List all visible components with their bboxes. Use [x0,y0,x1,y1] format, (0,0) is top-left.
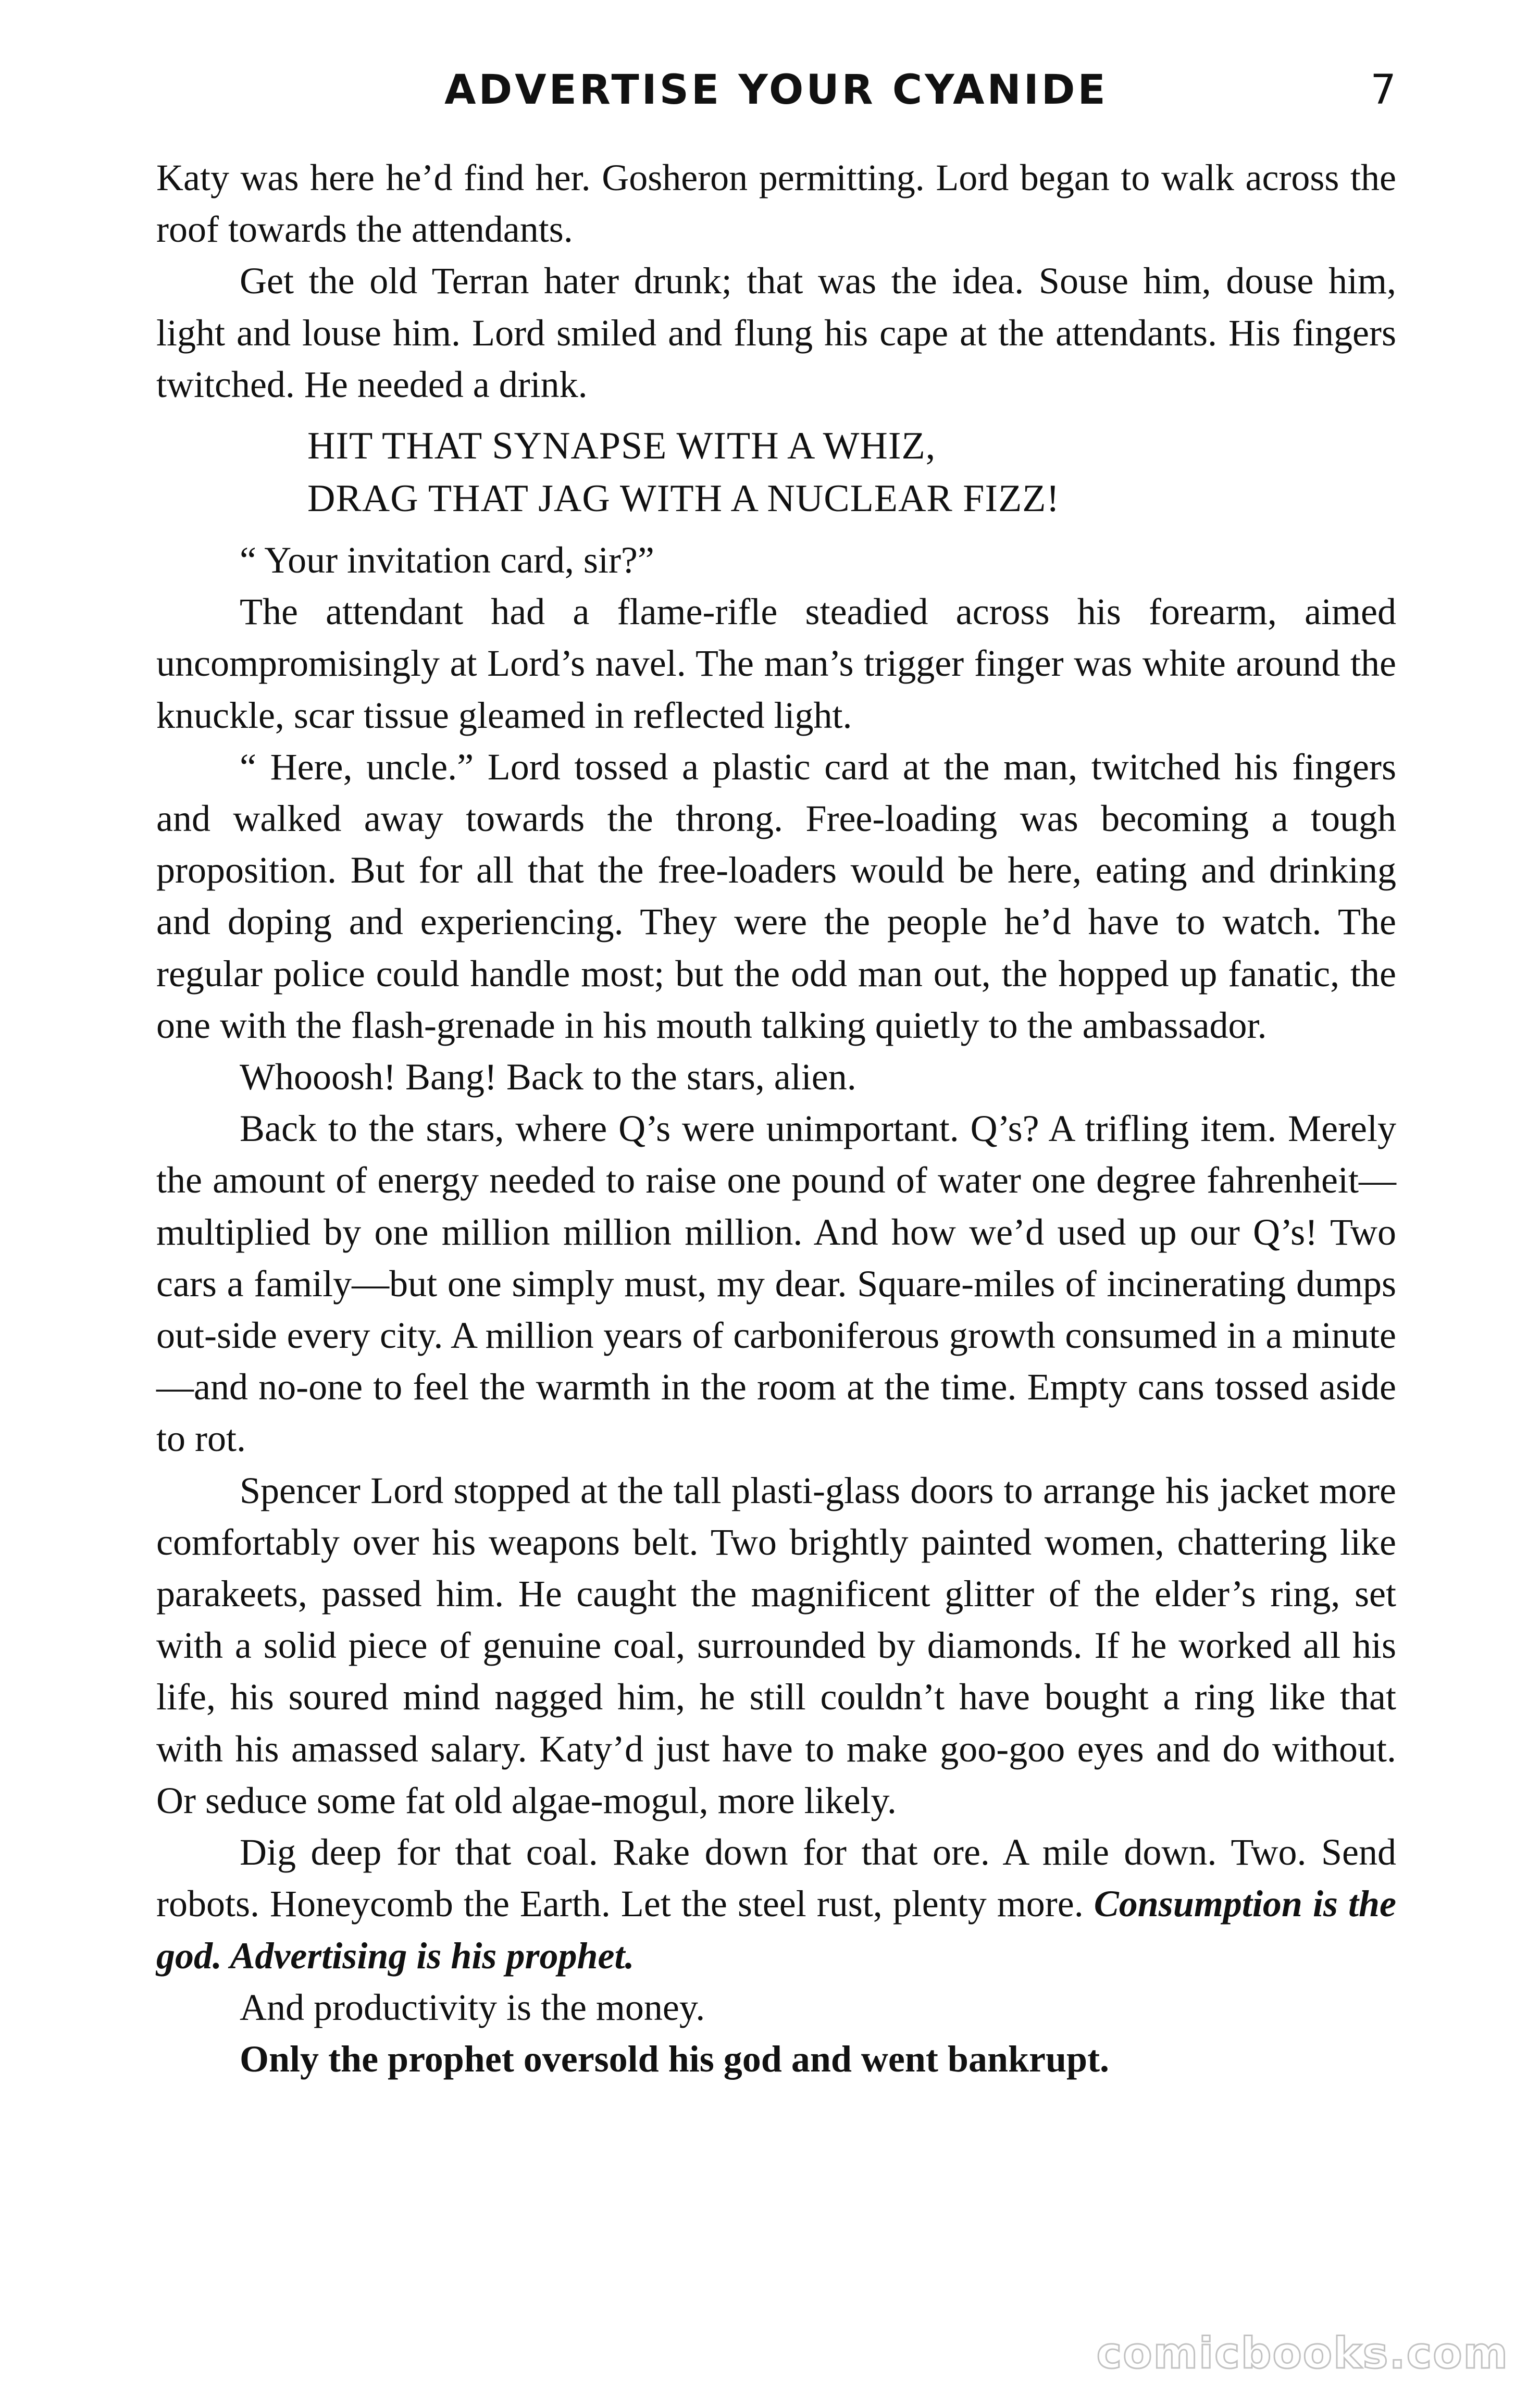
paragraph-9-text: Dig deep for that coal. Rake down for that ore. A mile down. Two. Send robots. Honeycomb the Earth. Let the steel rust, plenty more. [156,1831,1396,1925]
paragraph-4: The attendant had a flame-rifle steadied across his forearm, aimed uncompromisingly at Lord’s navel. The man’s trigger finger was white around the knuckle, scar tissue gleamed in reflected light. [156,591,1396,736]
paragraph-7: Back to the stars, where Q’s were unimportant. Q’s? A trifling item. Merely the amount of energy needed to raise one pound of water one degree fahrenheit—multiplied by one million million million. And how we’d used up our Q’s! Two cars a family—but one simply must, my dear. Square-miles of incinerating dumps out-side every city. A million years of carboniferous growth consumed in a minute—and no-one to feel the warmth in the room at the time. Empty cans tossed aside to rot. [156,1108,1396,1460]
paragraph-3: “ Your invitation card, sir?” [240,539,654,581]
book-page [156,0,1396,2407]
verse-line-2: DRAG THAT JAG WITH A NUCLEAR FIZZ! [307,477,1060,520]
watermark: comicbooks.com [1096,2329,1509,2378]
running-header [156,61,1396,119]
paragraph-5: “ Here, uncle.” Lord tossed a plastic card at the man, twitched his fingers and walked away towards the throng. Free-loading was becoming a tough proposition. But for all that the free-loaders would be here, eating and drinking and doping and experiencing. They were the people he’d have to watch. The regular police could handle most; but the odd man out, the hopped up fanatic, the one with the flash-grenade in his mouth talking quietly to the ambassador. [156,746,1396,1046]
paragraph-11: Only the prophet oversold his god and went bankrupt. [240,2038,1110,2080]
paragraph-8: Spencer Lord stopped at the tall plasti-glass doors to arrange his jacket more comfortably over his weapons belt. Two brightly painted women, chattering like parakeets, passed him. He caught the magnificent glitter of the elder’s ring, set with a solid piece of genuine coal, surrounded by diamonds. If he worked all his life, his soured mind nagged him, he still couldn’t have bought a ring like that with his amassed salary. Katy’d just have to make goo-goo eyes and do without. Or seduce some fat old algae-mogul, more likely. [156,1469,1396,1821]
running-title: ADVERTISE YOUR CYANIDE [444,67,1108,114]
paragraph-9-italic-2: Advertising is his prophet. [222,1934,635,1977]
paragraph-2: Get the old Terran hater drunk; that was the idea. Souse him, douse him, light and louse him. Lord smiled and flung his cape at the attendants. His fingers twitched. He needed a drink. [156,260,1396,405]
verse-line-1: HIT THAT SYNAPSE WITH A WHIZ, [307,425,936,468]
paragraph-9-italic-1: Consumption is the god. [156,1883,1396,1977]
paragraph-10: And productivity is the money. [240,1986,705,2028]
paragraph-1: Katy was here he’d find her. Gosheron permitting. Lord began to walk across the roof towards the attendants. [156,157,1396,251]
paragraph-9 [156,1827,1396,1982]
page-number: 7 [1370,67,1396,114]
slogan-verse [307,420,1396,525]
paragraph-6: Whooosh! Bang! Back to the stars, alien. [240,1056,856,1098]
body-text [156,152,1396,2085]
